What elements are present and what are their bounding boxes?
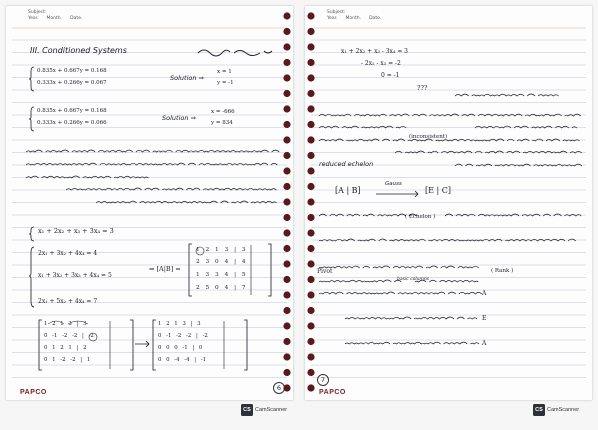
binder-hole-icon xyxy=(283,105,290,112)
binder-hole-icon xyxy=(283,291,290,298)
binder-hole-icon xyxy=(283,214,290,221)
page-number: 7 xyxy=(317,374,329,386)
equation-line4: 2x₁ + 5x₂ + 4x₄ = 7 xyxy=(38,298,98,305)
matrix1-row3: 1 3 3 4 | 5 xyxy=(196,272,246,278)
handwriting-stroke xyxy=(26,150,282,152)
binder-hole-icon xyxy=(283,245,290,252)
date-label: Date. xyxy=(369,15,382,21)
echelon-label: ( Echelon ) xyxy=(405,214,436,220)
papco-brand: PAPCO xyxy=(319,389,346,396)
binder-hole-icon xyxy=(283,276,290,283)
binder-hole-icon xyxy=(283,384,290,391)
reduced-echelon-label: reduced echelon xyxy=(319,160,374,168)
subject-label: Subject: xyxy=(327,10,346,15)
solution1-label: Solution ⇒ xyxy=(170,74,204,82)
handwriting-stroke xyxy=(26,176,149,178)
binder-hole-icon xyxy=(283,369,290,376)
matrix1-row2: 2 3 0 4 | 4 xyxy=(196,259,246,265)
brace-left xyxy=(28,246,36,308)
camscanner-watermark xyxy=(241,404,287,416)
arrow-right-icon xyxy=(375,190,421,198)
binder-hole-icon xyxy=(283,43,290,50)
handwriting-stroke xyxy=(319,266,479,268)
handwriting-stroke xyxy=(319,126,406,128)
gauss-target-matrix: [E | C] xyxy=(425,186,451,195)
papco-brand: PAPCO xyxy=(20,389,47,396)
handwriting-stroke xyxy=(66,188,276,190)
month-label: Month. xyxy=(46,15,63,21)
arrow-right-icon xyxy=(134,340,152,348)
matrix2-row1: 1 2 1 3 | 3 xyxy=(44,321,87,327)
notebook-page-7 xyxy=(305,6,592,400)
camscanner-logo-icon: CS xyxy=(241,404,253,416)
subject-label: Subject: xyxy=(28,10,47,15)
solution2-x: x = -666 xyxy=(211,109,235,115)
reduced-equation-2: - 2x₂ - x₃ = -2 xyxy=(361,60,401,67)
notebook-page-6 xyxy=(6,6,293,400)
system1-line2: 0.333x + 0.266y = 0.067 xyxy=(37,80,107,86)
matrix-a-label: A xyxy=(482,290,487,297)
binder-hole-icon xyxy=(283,183,290,190)
camscanner-watermark xyxy=(533,404,579,416)
camscanner-name: CamScanner xyxy=(547,407,580,413)
solution2-y: y = 834 xyxy=(211,120,233,126)
handwriting-stroke xyxy=(445,214,581,216)
binder-hole-icon xyxy=(283,136,290,143)
brace-left xyxy=(28,226,36,242)
month-label: Month. xyxy=(345,15,362,21)
matrix3-row1: 1 2 1 3 | 3 xyxy=(158,321,201,327)
binder-hole-icon xyxy=(283,121,290,128)
handwriting-stroke xyxy=(319,114,584,116)
binder-hole-icon xyxy=(283,152,290,159)
handwriting-stroke xyxy=(319,292,482,294)
equation-line1: x₁ + 2x₂ + x₃ + 3x₄ = 3 xyxy=(38,227,114,235)
matrix-e-label: E xyxy=(482,315,487,322)
equation-line2: 2x₁ + 3x₂ + 4x₄ = 4 xyxy=(38,250,98,257)
binder-hole-icon xyxy=(283,74,290,81)
equation-line3: x₁ + 3x₂ + 3x₃ + 4x₄ = 5 xyxy=(38,272,112,279)
augmented-matrix-label: ⇒ [A|B] = xyxy=(149,265,181,273)
solution1-x: x = 1 xyxy=(217,69,232,75)
camscanner-name: CamScanner xyxy=(255,407,288,413)
binder-hole-icon xyxy=(283,353,290,360)
handwriting-stroke xyxy=(395,151,582,153)
matrix3-row3: 0 0 0 -1 | 0 xyxy=(158,345,203,351)
date-label: Date. xyxy=(70,15,83,21)
page-number: 6 xyxy=(273,382,285,394)
camscanner-logo-icon: CS xyxy=(533,404,545,416)
binder-hole-icon xyxy=(283,28,290,35)
binder-hole-icon xyxy=(283,338,290,345)
gauss-source-matrix: [A | B] xyxy=(335,186,361,195)
system2-line1: 0.835x + 0.667y = 0.168 xyxy=(37,108,107,114)
basic-columns-label: basic columns xyxy=(397,277,430,282)
binder-hole-icon xyxy=(283,307,290,314)
section-title: III. Conditioned Systems xyxy=(30,46,127,55)
matrix1-row1: 1 2 1 3 | 3 xyxy=(196,247,246,253)
binder-hole-icon xyxy=(283,90,290,97)
year-label: Year. xyxy=(28,15,39,21)
system1-line1: 0.835x + 0.667y = 0.168 xyxy=(37,68,107,74)
handwriting-stroke xyxy=(475,126,577,128)
rank-label: ( Rank ) xyxy=(491,268,514,274)
inconsistent-label: (inconsistent) xyxy=(409,134,448,140)
reduced-equation-3: 0 = -1 xyxy=(381,72,400,79)
matrix2-row3: 0 1 2 1 | 2 xyxy=(44,345,87,351)
solution2-label: Solution ⇒ xyxy=(162,114,196,122)
year-label: Year. xyxy=(327,15,338,21)
matrix2-row2: 0 -1 -2 -2 | -2 xyxy=(44,333,94,339)
binder-hole-icon xyxy=(283,322,290,329)
gauss-arrow-label: Gauss xyxy=(385,181,402,187)
binder-hole-icon xyxy=(283,167,290,174)
binder-hole-icon xyxy=(283,12,290,19)
pivot-label: Pivot xyxy=(317,268,333,275)
matrix3-row2: 0 -1 -2 -2 | -2 xyxy=(158,333,208,339)
handwriting-stroke xyxy=(319,139,580,141)
reduced-equation-1: x₁ + 2x₂ + x₃ - 3x₄ = 3 xyxy=(341,48,408,55)
matrix3-row4: 0 0 -4 -4 | -1 xyxy=(158,357,206,363)
handwriting-stroke xyxy=(345,317,477,319)
binder-hole-icon xyxy=(283,59,290,66)
binder-holes xyxy=(281,6,293,400)
binder-hole-icon xyxy=(283,198,290,205)
handwriting-stroke xyxy=(455,164,585,166)
handwriting-stroke xyxy=(319,280,401,282)
handwriting-stroke xyxy=(319,239,579,241)
binder-hole-icon xyxy=(283,229,290,236)
matrix1-row4: 2 5 0 4 | 7 xyxy=(196,285,246,291)
matrix2-row4: 0 1 -2 -2 | 1 xyxy=(44,357,91,363)
handwriting-stroke xyxy=(96,201,277,203)
persian-handwriting xyxy=(305,6,592,400)
handwriting-stroke xyxy=(455,94,559,96)
handwriting-stroke xyxy=(345,342,479,344)
handwriting-stroke xyxy=(26,163,277,165)
matrix-a-label: A xyxy=(482,340,487,347)
system2-line2: 0.333x + 0.266y = 0.066 xyxy=(37,120,107,126)
question-marks: ??? xyxy=(417,84,428,92)
binder-hole-icon xyxy=(283,260,290,267)
solution1-y: y = -1 xyxy=(217,80,234,86)
